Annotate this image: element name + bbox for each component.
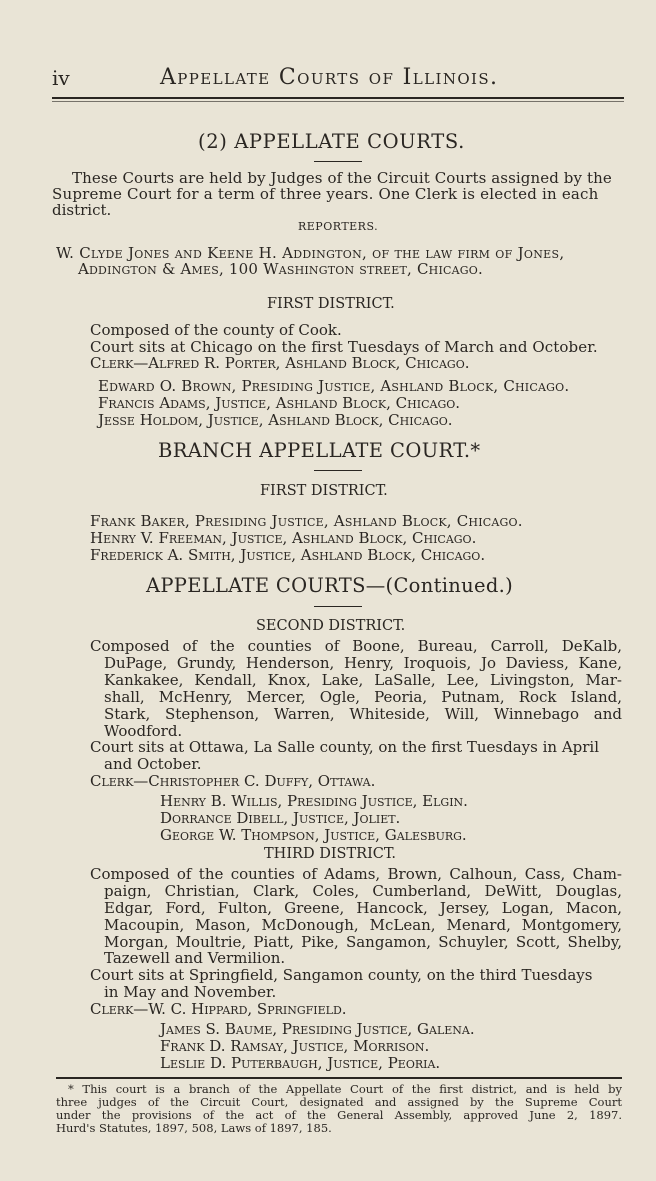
section-title: (2) APPELLATE COURTS. bbox=[198, 130, 465, 153]
branch-district-heading: FIRST DISTRICT. bbox=[260, 483, 388, 499]
first-district-line: Court sits at Chicago on the first Tuesdays of March and October. bbox=[90, 338, 598, 356]
first-district-justice: Francis Adams, Justice, Ashland Block, Chicago. bbox=[98, 394, 461, 412]
intro-line: These Courts are held by Judges of the Circuit Courts assigned by the bbox=[72, 169, 612, 187]
footnote-rule bbox=[56, 1077, 622, 1079]
second-district-line: Kankakee, Kendall, Knox, Lake, LaSalle, Lee, Livingston, Mar- bbox=[104, 671, 622, 689]
second-district-justice: George W. Thompson, Justice, Galesburg. bbox=[160, 826, 467, 844]
footnote-line: Hurd's Statutes, 1897, 508, Laws of 1897, 185. bbox=[56, 1121, 332, 1135]
footnote-line: three judges of the Circuit Court, designated and assigned by the Supreme Court bbox=[56, 1095, 622, 1109]
second-district-line: and October. bbox=[104, 755, 202, 773]
reporters-heading: REPORTERS. bbox=[298, 220, 379, 233]
title-rule bbox=[314, 161, 362, 162]
second-district-justice: Dorrance Dibell, Justice, Joliet. bbox=[160, 809, 401, 827]
second-district-line: Woodford. bbox=[104, 722, 183, 740]
continued-title: APPELLATE COURTS—(Continued.) bbox=[146, 574, 514, 597]
reporters-line: W. Clyde Jones and Keene H. Addington, of the law firm of Jones, bbox=[56, 244, 565, 262]
second-district-heading: SECOND DISTRICT. bbox=[256, 618, 406, 634]
first-district-heading: FIRST DISTRICT. bbox=[267, 296, 395, 312]
first-district-line: Composed of the county of Cook. bbox=[90, 321, 342, 339]
third-district-justice: Leslie D. Puterbaugh, Justice, Peoria. bbox=[160, 1054, 441, 1072]
third-district-heading: THIRD DISTRICT. bbox=[264, 846, 397, 862]
page-number: iv bbox=[52, 66, 70, 90]
third-district-justice: James S. Baume, Presiding Justice, Galena. bbox=[160, 1020, 475, 1038]
third-district-line: Edgar, Ford, Fulton, Greene, Hancock, Jersey, Logan, Macon, bbox=[104, 899, 622, 917]
intro-line: Supreme Court for a term of three years. One Clerk is elected in each bbox=[52, 185, 599, 203]
third-district-line: Court sits at Springfield, Sangamon county, on the third Tuesdays bbox=[90, 966, 593, 984]
first-district-clerk: Clerk—Alfred R. Porter, Ashland Block, Chicago. bbox=[90, 354, 470, 372]
header-rule bbox=[52, 97, 624, 99]
running-title: Appellate Courts of Illinois. bbox=[160, 65, 499, 90]
second-district-line: shall, McHenry, Mercer, Ogle, Peoria, Putnam, Rock Island, bbox=[104, 688, 622, 706]
second-district-line: DuPage, Grundy, Henderson, Henry, Iroquois, Jo Daviess, Kane, bbox=[104, 654, 622, 672]
branch-justice: Frank Baker, Presiding Justice, Ashland Block, Chicago. bbox=[90, 512, 523, 530]
branch-justice: Frederick A. Smith, Justice, Ashland Block, Chicago. bbox=[90, 546, 486, 564]
first-district-justice: Jesse Holdom, Justice, Ashland Block, Chicago. bbox=[98, 411, 453, 429]
third-district-line: in May and November. bbox=[104, 983, 277, 1001]
intro-line: district. bbox=[52, 201, 112, 219]
third-district-justice: Frank D. Ramsay, Justice, Morrison. bbox=[160, 1037, 430, 1055]
branch-title-rule bbox=[314, 470, 362, 471]
second-district-clerk: Clerk—Christopher C. Duffy, Ottawa. bbox=[90, 772, 376, 790]
second-district-line: Court sits at Ottawa, La Salle county, on the first Tuesdays in April bbox=[90, 738, 600, 756]
third-district-line: Tazewell and Vermilion. bbox=[104, 949, 286, 967]
branch-justice: Henry V. Freeman, Justice, Ashland Block, Chicago. bbox=[90, 529, 477, 547]
branch-court-title: BRANCH APPELLATE COURT.* bbox=[158, 439, 481, 462]
footnote-line: * This court is a branch of the Appellate Court of the first district, and is held by bbox=[68, 1082, 622, 1096]
third-district-line: Morgan, Moultrie, Piatt, Pike, Sangamon, Schuyler, Scott, Shelby, bbox=[104, 933, 622, 951]
continued-rule bbox=[314, 606, 362, 607]
first-district-justice: Edward O. Brown, Presiding Justice, Ashland Block, Chicago. bbox=[98, 377, 570, 395]
third-district-line: Composed of the counties of Adams, Brown, Calhoun, Cass, Cham- bbox=[90, 865, 622, 883]
footnote-line: under the provisions of the act of the General Assembly, approved June 2, 1897. bbox=[56, 1108, 622, 1122]
second-district-justice: Henry B. Willis, Presiding Justice, Elgin. bbox=[160, 792, 468, 810]
second-district-line: Composed of the counties of Boone, Bureau, Carroll, DeKalb, bbox=[90, 637, 622, 655]
third-district-clerk: Clerk—W. C. Hippard, Springfield. bbox=[90, 1000, 347, 1018]
third-district-line: paign, Christian, Clark, Coles, Cumberland, DeWitt, Douglas, bbox=[104, 882, 622, 900]
third-district-line: Macoupin, Mason, McDonough, McLean, Menard, Montgomery, bbox=[104, 916, 622, 934]
second-district-line: Stark, Stephenson, Warren, Whiteside, Will, Winnebago and bbox=[104, 705, 622, 723]
header-rule-thin bbox=[52, 101, 624, 102]
reporters-line: Addington & Ames, 100 Washington street, Chicago. bbox=[78, 260, 483, 278]
